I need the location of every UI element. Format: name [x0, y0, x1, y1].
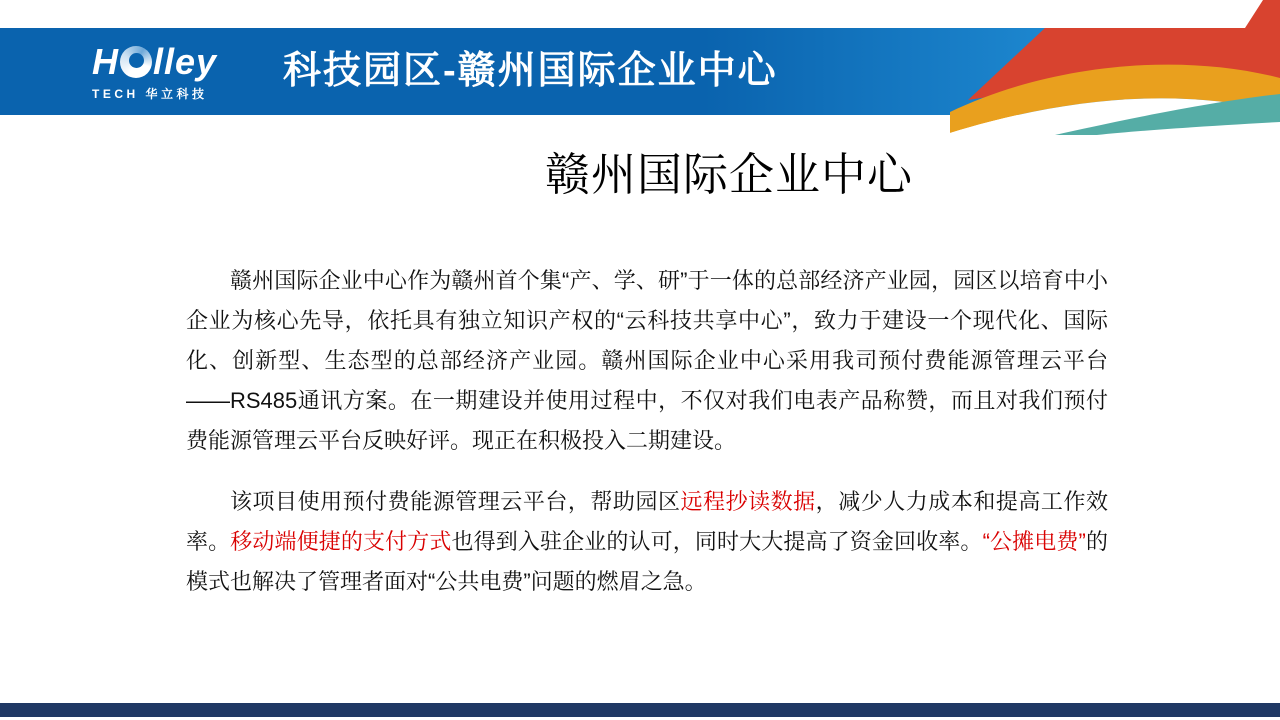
swirl-o-icon — [120, 46, 152, 78]
logo-letters-lley: lley — [153, 41, 218, 82]
logo-letter-h: H — [92, 41, 119, 82]
paragraph-1: 赣州国际企业中心作为赣州首个集“产、学、研”于一体的总部经济产业园，园区以培育中小企业为核心先导，依托具有独立知识产权的“云科技共享中心”，致力于建设一个现代化、国际化、创新型、生态型的总部经济产业园。赣州国际企业中心采用我司预付费能源管理云平台——RS485通讯方案。在一期建设并使用过程中，不仅对我们电表产品称赞，而且对我们预付费能源管理云平台反映好评。现正在积极投入二期建设。 — [186, 268, 1108, 453]
header-title: 科技园区-赣州国际企业中心 — [283, 50, 778, 92]
corner-decoration — [950, 0, 1280, 135]
body-text: 该项目使用预付费能源管理云平台，帮助园区 — [230, 489, 681, 514]
page-title: 赣州国际企业中心 — [545, 149, 914, 200]
emphasis-text: “公摊电费” — [982, 529, 1086, 554]
body-text: 也得到入驻企业的认可，同时大大提高了资金回收率。 — [451, 529, 983, 554]
holley-logo — [92, 42, 282, 102]
bottom-bar — [0, 703, 1280, 717]
emphasis-text: 移动端便捷的支付方式 — [230, 529, 452, 554]
body-text: ，减少人力成本和提高工作效率。 — [186, 489, 1108, 554]
logo-tagline: TECH 华立科技 — [92, 87, 208, 101]
body-text-block — [186, 261, 1108, 602]
logo-brand — [92, 42, 282, 82]
body-text: 的模式也解决了管理者面对“公共电费”问题的燃眉之急。 — [186, 529, 1108, 594]
paragraph-2 — [186, 482, 1108, 602]
emphasis-text: 远程抄读数据 — [680, 489, 816, 514]
